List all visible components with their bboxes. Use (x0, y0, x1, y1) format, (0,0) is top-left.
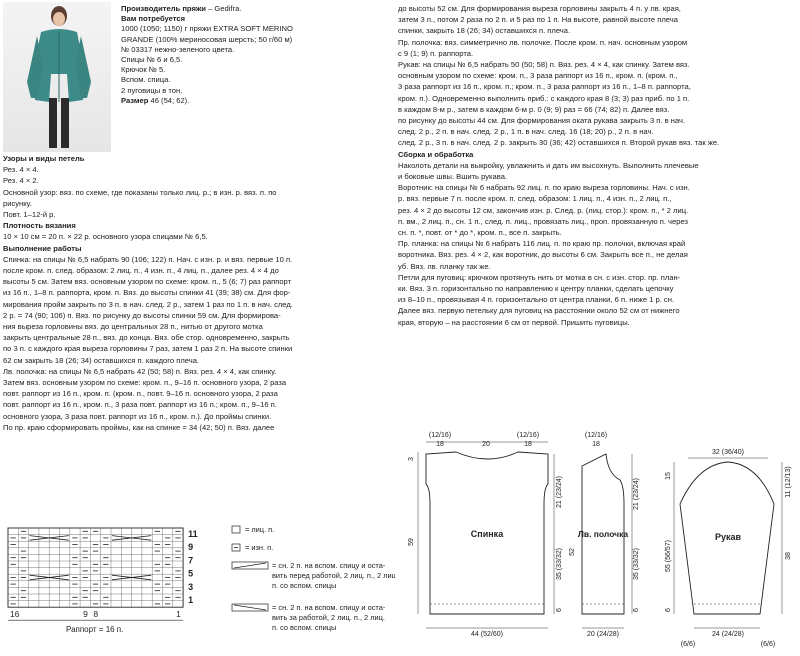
work-line: Лв. полочка: на спицы № 6,5 набрать 42 (50; 58) п. Вяз. рез. 4 × 4, как спинку. (3, 366, 277, 376)
sleeve-bottom-side-label: (6/6) (760, 641, 776, 648)
assembly-line: п. вм., 2 лиц. п., сн. 1 п., след. п. лиц., провязать лиц., проп. провязанную п. через (398, 216, 688, 226)
chart-row-number: 11 (188, 529, 198, 539)
instructions-text (398, 4, 796, 149)
legend-text: вить за работой, 2 лиц. п., 2 лиц. (272, 613, 385, 622)
knitting-chart-svg (0, 520, 395, 651)
instructions-line: кром. п.). Одновременно выполнить приб.: с каждого края 8 (3; 3) раз приб. по 1 п. (398, 93, 690, 103)
instructions-line: затем 3 п., потом 2 раза по 2 п. и 5 раз по 1 п. На высоте, равной высоте плеча (398, 15, 678, 25)
instructions-line: в каждом 8-м р., затем в каждом 6-м р. 0 (9; 9) раз = 66 (74; 82) п. Далее вяз. (398, 104, 670, 114)
instructions-line: 3 раза раппорт из 16 п., кром. п.; кром. п., 3 раза раппорт из 16 п., 1–8 п. раппорта, (398, 82, 691, 92)
assembly-line: сн. п. *, повт. от * до *, кром. п., все п. закрыть. (398, 228, 562, 238)
instructions-line: Рукав: на спицы № 6,5 набрать 50 (50; 58) п. Вяз. рез. 4 × 4, как спинку. Затем вяз. (398, 60, 690, 70)
chart-row-number: 1 (188, 595, 194, 605)
patterns-line: Рез. 4 × 4. (3, 165, 39, 175)
patterns-line: Рез. 4 × 2. (3, 176, 39, 186)
work-line: 2 р. = 74 (90; 106) п. Вяз. по рисунку до высоты спинки 59 см. Для формирова- (3, 310, 281, 320)
materials-line: 1000 (1050; 1150) г пряжи EXTRA SOFT MERINO (121, 24, 293, 34)
yarn-brand: – Gedifra. (208, 4, 242, 13)
assembly-line: Далее вяз. первую петельку для пуговиц на расстоянии около 52 см от нижнего (398, 306, 680, 316)
materials-list (121, 24, 383, 95)
back-shoulder-label: (12/16) (516, 432, 540, 439)
legend-text: п. со вспом. спицы (272, 623, 337, 632)
sleeve-top-width-label: 32 (36/40) (712, 449, 744, 456)
back-width-label: 44 (52/60) (471, 631, 503, 638)
back-right-dim: 21 (23/24) (556, 476, 563, 508)
assembly-line: Петли для пуговиц: крючком протянуть нить от мотка в сн. с изн. стор. пр. план- (398, 272, 681, 282)
front-shoulder-label: (12/16) (584, 432, 608, 439)
density-title: Плотность вязания (3, 221, 76, 231)
pattern-schematics (398, 424, 800, 651)
work-line: основного узора, 3 раза повт. раппорт из 16 п., кром. п.). До проймы спинки. (3, 411, 272, 421)
schematics-svg (398, 424, 800, 651)
chart-column-number: 9 (83, 609, 88, 620)
sleeve-left-dim: 15 (665, 472, 672, 480)
instructions-line: Пр. полочка: вяз. симметрично лв. полочке. После кром. п. нач. основным узором (398, 37, 688, 47)
back-top-value: 18 (436, 441, 444, 448)
patterns-title: Узоры и виды петель (3, 154, 85, 163)
chart-column-number: 8 (93, 609, 99, 620)
chart-column-number: 16 (10, 609, 20, 620)
patterns-line: рисунку. (3, 198, 32, 208)
sleeve-right-dim: 38 (785, 552, 792, 560)
legend-text: = изн. п. (245, 543, 274, 552)
instructions-line: с 9 (1; 9) п. раппорта. (398, 48, 474, 58)
work-line: по 3 п. с каждого края выреза горловины 7 раз, затем 1 раз 2 п. На высоте спинки (3, 344, 293, 354)
work-line: из 16 п., 1–8 п. раппорта, кром. п. Вяз. до высоты спинки 41 (39; 38) см. Для фор- (3, 288, 291, 298)
assembly-line: Наколоть детали на выкройку, увлажнить и дать им высохнуть. Выполнить плечевые (398, 160, 699, 170)
back-shoulder-label: (12/16) (428, 432, 452, 439)
work-line: Затем вяз. основным узором по схеме: кром. п., 9–16 п. основного узора, 2 раза (3, 378, 287, 388)
assembly-line: Пр. планка: на спицы № 6 набрать 116 лиц. п. по краю пр. полочки, включая край (398, 239, 686, 249)
work-line: закрыть центральные 28 п., вяз. до конца. Вяз. обе стор. одновременно, закрыть (3, 333, 290, 343)
back-length-dim: 59 (408, 538, 415, 546)
chart-row-number: 7 (188, 555, 194, 566)
front-right-dim: 21 (23/24) (633, 478, 640, 510)
chart-row-number: 9 (188, 542, 194, 553)
work-line: По пр. краю сформировать проймы, как на спинке = 34 (42; 50) п. Вяз. далее (3, 422, 275, 432)
legend-text: вить перед работой, 2 лиц. п., 2 лиц. (272, 571, 395, 580)
chart-repeat-label: Раппорт = 16 п. (66, 625, 124, 635)
patterns-line: Основной узор: вяз. по схеме, где показаны только лиц. р.; в изн. р. вяз. п. по (3, 187, 277, 197)
front-width-label: 20 (24/28) (587, 631, 619, 638)
instructions-line: до высоты 52 см. Для формирования выреза горловины закрыть 4 п. у лв. края, (398, 4, 681, 13)
sleeve-right-dim: 11 (12/13) (785, 466, 792, 498)
back-neck-value: 20 (482, 441, 490, 448)
instructions-line: след. 2 р., 2 п. в нач. след. 2 р., 1 п. в нач. след. 16 (18; 20) р., 2 п. в нач. (398, 127, 654, 137)
materials-line: 2 пуговицы в тон. (121, 85, 183, 95)
materials-line: Спицы № 6 и 6,5. (121, 55, 183, 65)
back-name: Спинка (470, 529, 504, 539)
work-text (3, 255, 385, 433)
assembly-line: воротника. Вяз. рез. 4 × 2, как воротник, до высоты 6 см. Закрыть все п., не делая (398, 250, 688, 260)
instructions-line: по рисунку до высоты 44 см. Для формирования оката рукава закрыть 3 п. в нач. (398, 116, 686, 126)
legend-knit-symbol (232, 526, 240, 533)
right-column (398, 4, 796, 329)
assembly-line: Воротник: на спицы № 6 набрать 92 лиц. п. по краю выреза горловины. Нач. с изн. (398, 183, 690, 193)
sleeve-name: Рукав (714, 532, 742, 542)
sleeve-left-dim: 6 (665, 608, 672, 612)
work-line: Спинка: на спицы № 6,5 набрать 90 (106; 122) п. Нач. с изн. р. и вяз. первые 10 п. (3, 254, 293, 264)
assembly-line: и боковые швы. Вшить рукава. (398, 172, 508, 182)
materials-title: Вам потребуется (121, 14, 186, 24)
work-title: Выполнение работы (3, 243, 82, 253)
work-line: повт. раппорт из 16 п., кром. п., 3 раза повт. раппорт из 16 п.; кром. п., 9–16 п. (3, 400, 277, 410)
front-length-dim: 52 (569, 548, 576, 556)
work-line: после кром. п. след. образом: 2 лиц. п., 4 изн. п., 4 лиц. п., далее рез. 4 × 4 до (3, 266, 279, 276)
knitting-chart (0, 520, 395, 651)
materials-line: GRANDE (100% мериносовая шерсть; 50 г/60 м) (121, 34, 293, 44)
materials-line: Крючок № 5. (121, 65, 166, 75)
model-photo (3, 2, 111, 152)
sleeve-bottom-width-label: 24 (24/28) (712, 631, 744, 638)
materials-line: Вспом. спица. (121, 75, 171, 85)
assembly-title: Сборка и обработка (398, 149, 474, 159)
front-right-dim: 35 (33/32) (633, 548, 640, 580)
assembly-line: уб. Вяз. лв. планку так же. (398, 261, 491, 271)
back-left-dim: 3 (408, 457, 415, 461)
legend-text: = сн. 2 п. на вспом. спицу и оста- (272, 603, 386, 612)
assembly-line: края, вторую – на расстоянии 6 см от первой. Пришить пуговицы. (398, 317, 630, 327)
materials-line: № 03317 нежно-зеленого цвета. (121, 44, 235, 54)
size-value: 46 (54; 62). (150, 95, 190, 105)
assembly-text (398, 161, 796, 328)
patterns-text (3, 165, 385, 220)
sleeve-bottom-side-label: (6/6) (680, 641, 696, 648)
assembly-line: из 8–10 п., провязывая 4 п. горизонтально от центра планки, 6 п. ниже 1 р. сн. (398, 295, 675, 305)
front-name: Лв. полочка (577, 529, 629, 539)
materials-block (121, 4, 383, 106)
instructions-line: след. 2 р., 3 п. в нач. след. 2 р. закрыть 30 (36; 42) оставшихся п. Второй рукав вяз. так же. (398, 138, 720, 148)
back-top-value: 18 (524, 441, 532, 448)
assembly-line: рез. 4 × 2 до высоты 12 см, закончив изн. р. След. р. (лиц. стор.): кром. п., * 2 лиц. (398, 205, 689, 215)
legend-text: = сн. 2 п. на вспом. спицу и оста- (272, 561, 386, 570)
work-line: высоты 5 см. Затем вяз. основным узором по схеме: кром. п., 5 (6; 7) раз раппорт (3, 277, 292, 287)
assembly-line: ки. Вяз. 3 п. горизонтально по направлению к центру планки, сделать цепочку (398, 284, 674, 294)
chart-row-number: 5 (188, 568, 194, 579)
assembly-line: р. вяз. первые 7 п. после кром. п. след. образом: 1 лиц. п., 4 изн. п., 2 лиц. п., (398, 194, 672, 204)
work-line: 62 см закрыть 18 (26; 34) оставшихся п. каждого плеча. (3, 355, 200, 365)
size-label: Размер (121, 95, 149, 105)
yarn-label: Производитель пряжи (121, 4, 206, 13)
front-right-dim: 6 (633, 608, 640, 612)
model-illustration (3, 2, 111, 152)
back-right-dim: 6 (556, 608, 563, 612)
left-column (3, 154, 385, 434)
legend-text: п. со вспом. спицы (272, 581, 337, 590)
patterns-line: Повт. 1–12-й р. (3, 210, 56, 220)
chart-column-number: 1 (176, 609, 181, 620)
legend-text: = лиц. п. (245, 525, 275, 534)
chart-row-number: 3 (188, 581, 194, 592)
sleeve-left-dim: 55 (56/57) (665, 540, 672, 572)
work-line: мирования пройм закрыть по 3 п. в нач. след. 2 р., затем 1 раз по 1 п. в нач. след. (3, 299, 293, 309)
density-text: 10 × 10 см = 20 п. × 22 р. основного узора спицами № 6,5. (3, 232, 208, 242)
instructions-line: спинки, закрыть 18 (26; 34) оставшихся п. плеча. (398, 26, 571, 36)
instructions-line: основным узором по схеме: кром. п., 3 раза раппорт из 16 п., кром. п. (кром. п., (398, 71, 678, 81)
back-right-dim: 35 (33/32) (556, 548, 563, 580)
front-top-value: 18 (592, 441, 600, 448)
work-line: повт. раппорт из 16 п., кром. п. (кром. п., повт. 9–16 п. основного узора, 2 раза (3, 389, 278, 399)
work-line: ния выреза горловины вяз. до центральных 28 п., нитью от другого мотка (3, 322, 263, 332)
